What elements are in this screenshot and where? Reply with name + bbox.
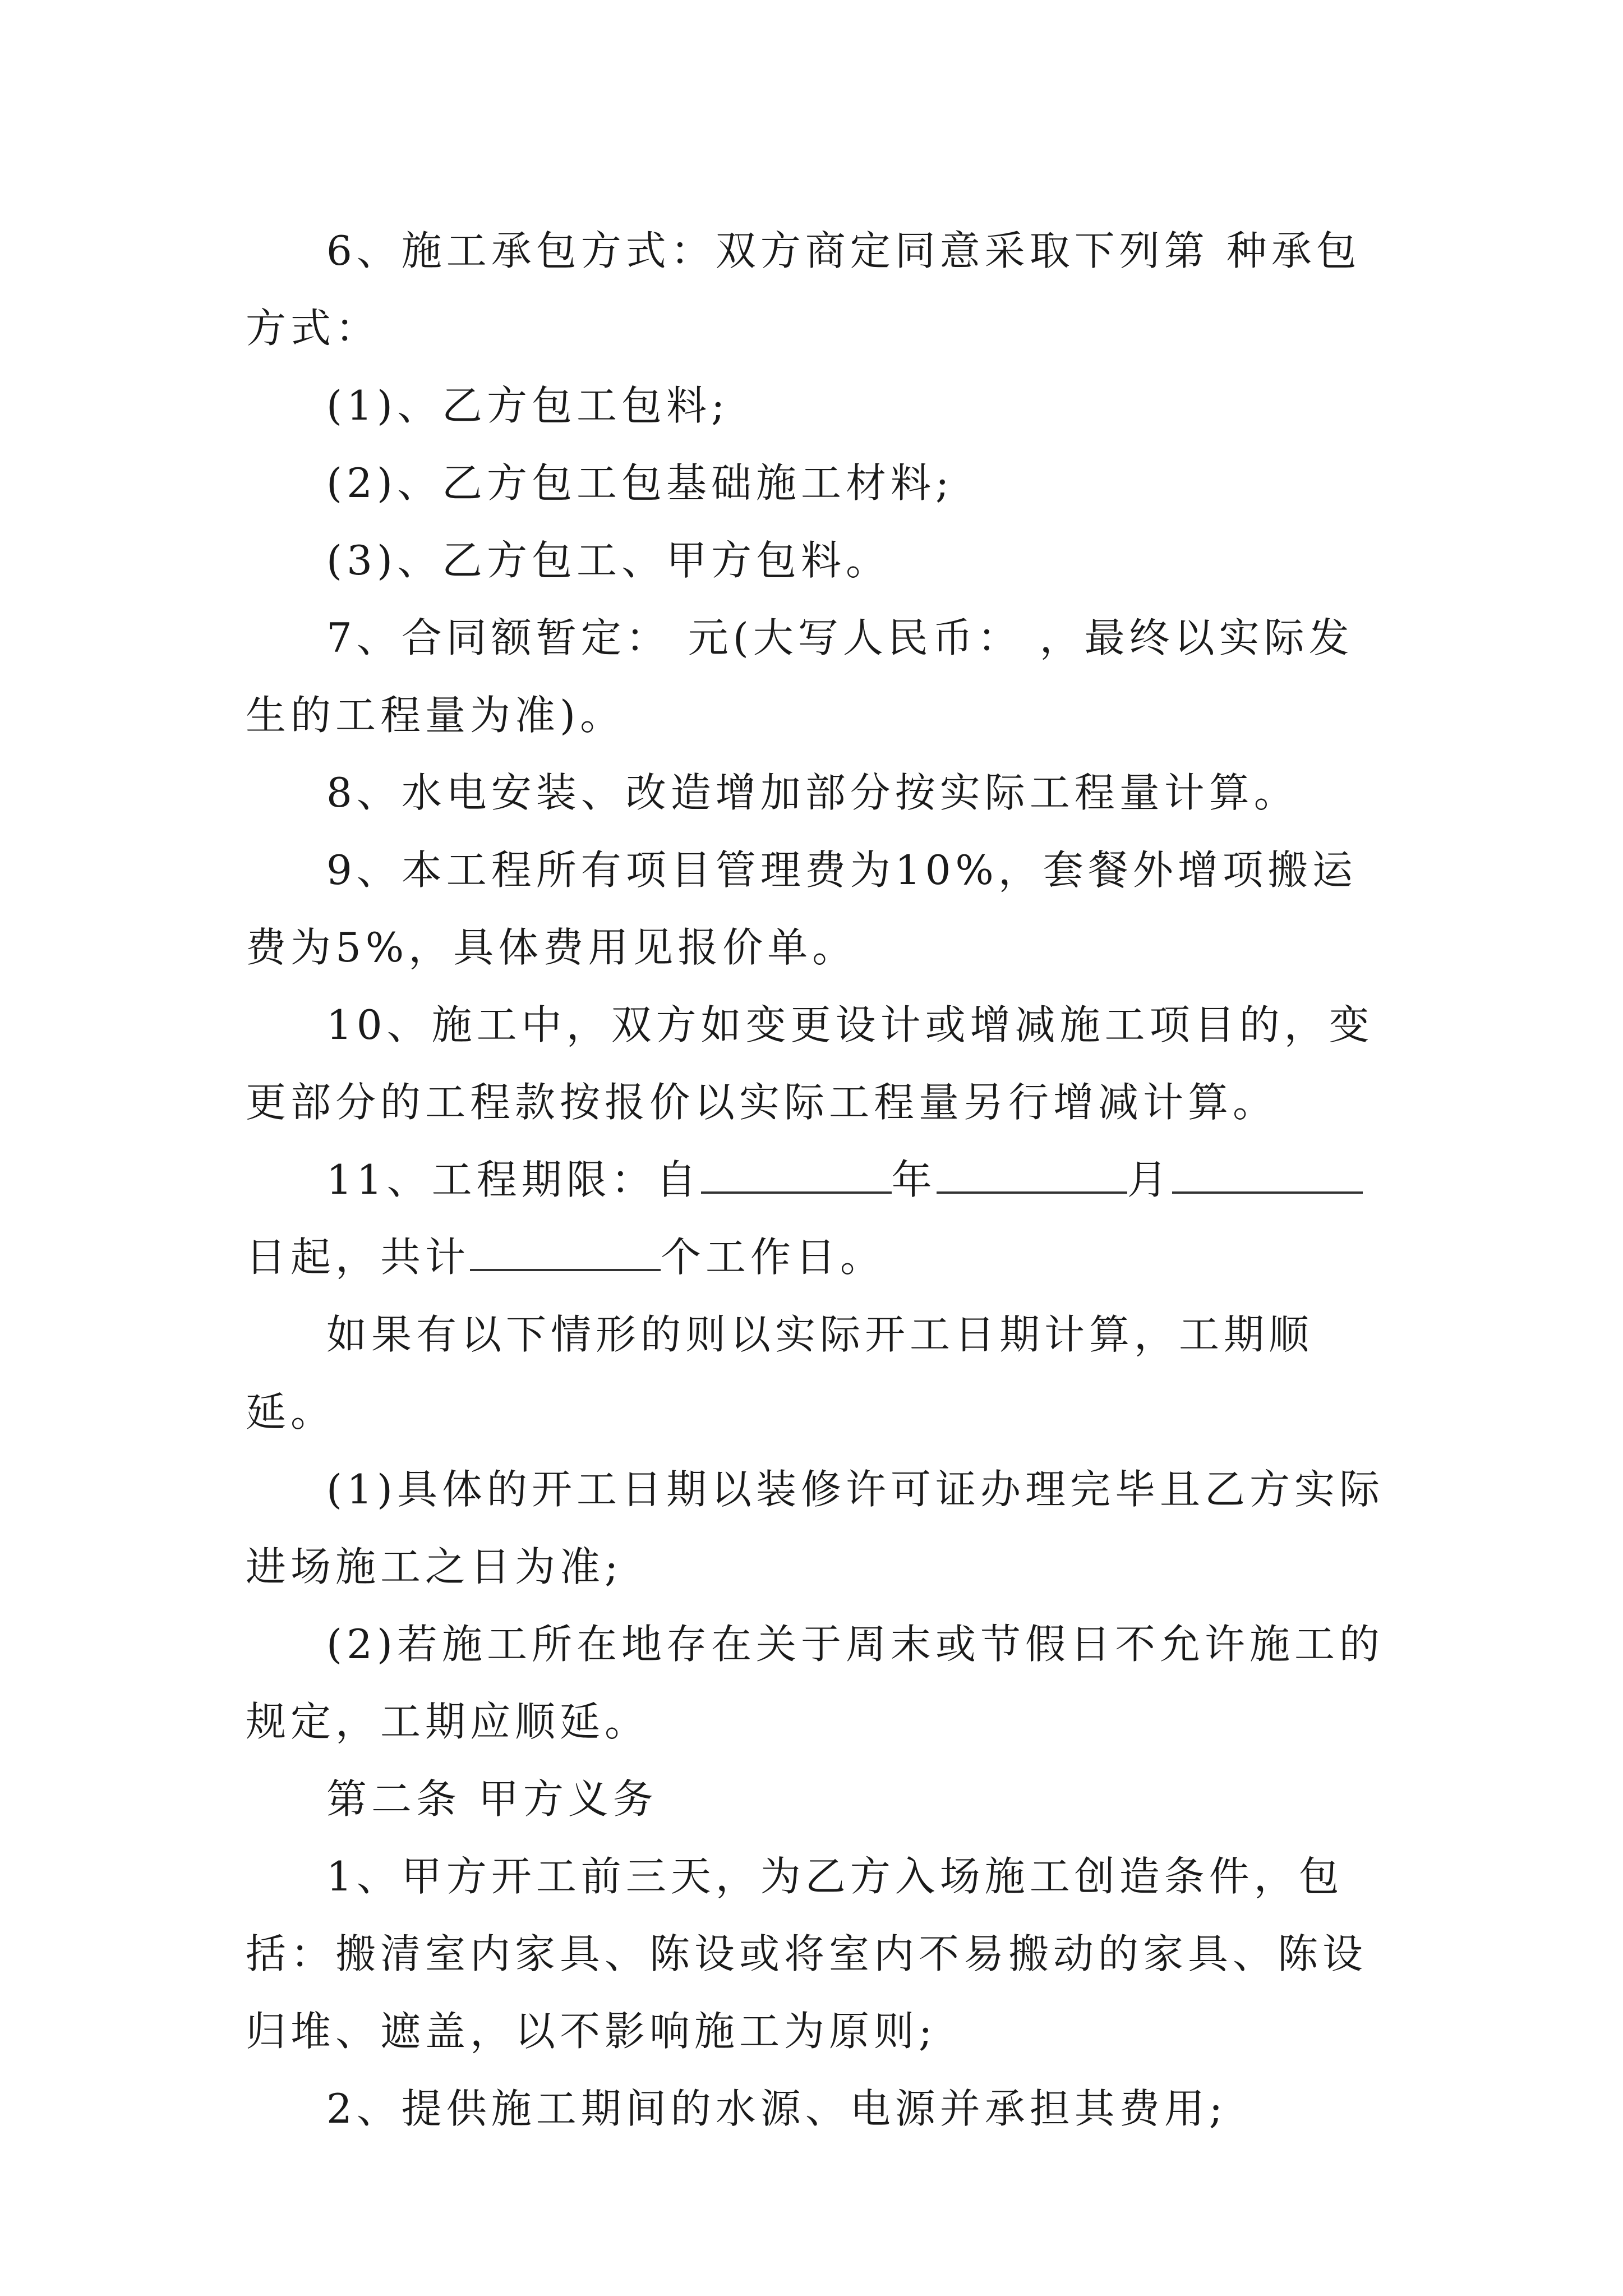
day-blank	[1172, 1157, 1363, 1194]
paragraph-site-preparation: 1、甲方开工前三天，为乙方入场施工创造条件，包括：搬清室内家具、陈设或将室内不易搬动的家具、陈设归堆、遮盖，以不影响施工为原则;	[246, 1853, 1368, 2055]
document-body	[246, 212, 1390, 2147]
paragraph-delay-conditions: 如果有以下情形的则以实际开工日期计算，工期顺延。	[246, 1311, 1314, 1435]
section-heading-party-a-obligations: 第二条 甲方义务	[326, 1775, 658, 1823]
period-prefix: 11、工程期限：自	[326, 1156, 701, 1203]
paragraph-option-3: (3)、乙方包工、甲方包料。	[326, 537, 891, 584]
period-suffix: 个工作日。	[661, 1234, 886, 1281]
paragraph-plumbing-electric: 8、水电安装、改造增加部分按实际工程量计算。	[326, 769, 1299, 816]
paragraph-start-date-rule: (1)具体的开工日期以装修许可证办理完毕且乙方实际进场施工之日为准;	[246, 1466, 1384, 1590]
month-blank	[937, 1157, 1127, 1194]
period-year: 年	[891, 1156, 937, 1203]
paragraph-design-change: 10、施工中，双方如变更设计或增减施工项目的，变更部分的工程款按报价以实际工程量另行增减计算。	[246, 1001, 1374, 1126]
paragraph-contracting-method: 6、施工承包方式：双方商定同意采取下列第 种承包方式：	[246, 227, 1361, 352]
paragraph-option-2: (2)、乙方包工包基础施工材料;	[326, 459, 954, 507]
paragraph-option-1: (1)、乙方包工包料;	[326, 382, 730, 429]
workday-count-blank	[470, 1234, 661, 1271]
paragraph-project-period	[246, 1141, 1390, 1296]
year-blank	[701, 1157, 892, 1194]
paragraph-management-fee: 9、本工程所有项目管理费为10%，套餐外增项搬运费为5%，具体费用见报价单。	[246, 846, 1357, 971]
paragraph-contract-amount: 7、合同额暂定： 元(大写人民币： ，最终以实际发生的工程量为准)。	[246, 614, 1354, 739]
period-month: 月	[1127, 1156, 1172, 1203]
paragraph-utilities: 2、提供施工期间的水源、电源并承担其费用;	[326, 2085, 1228, 2132]
period-day-start: 日起，共计	[246, 1234, 471, 1281]
paragraph-holiday-rule: (2)若施工所在地存在关于周末或节假日不允许施工的规定，工期应顺延。	[246, 1621, 1384, 1745]
